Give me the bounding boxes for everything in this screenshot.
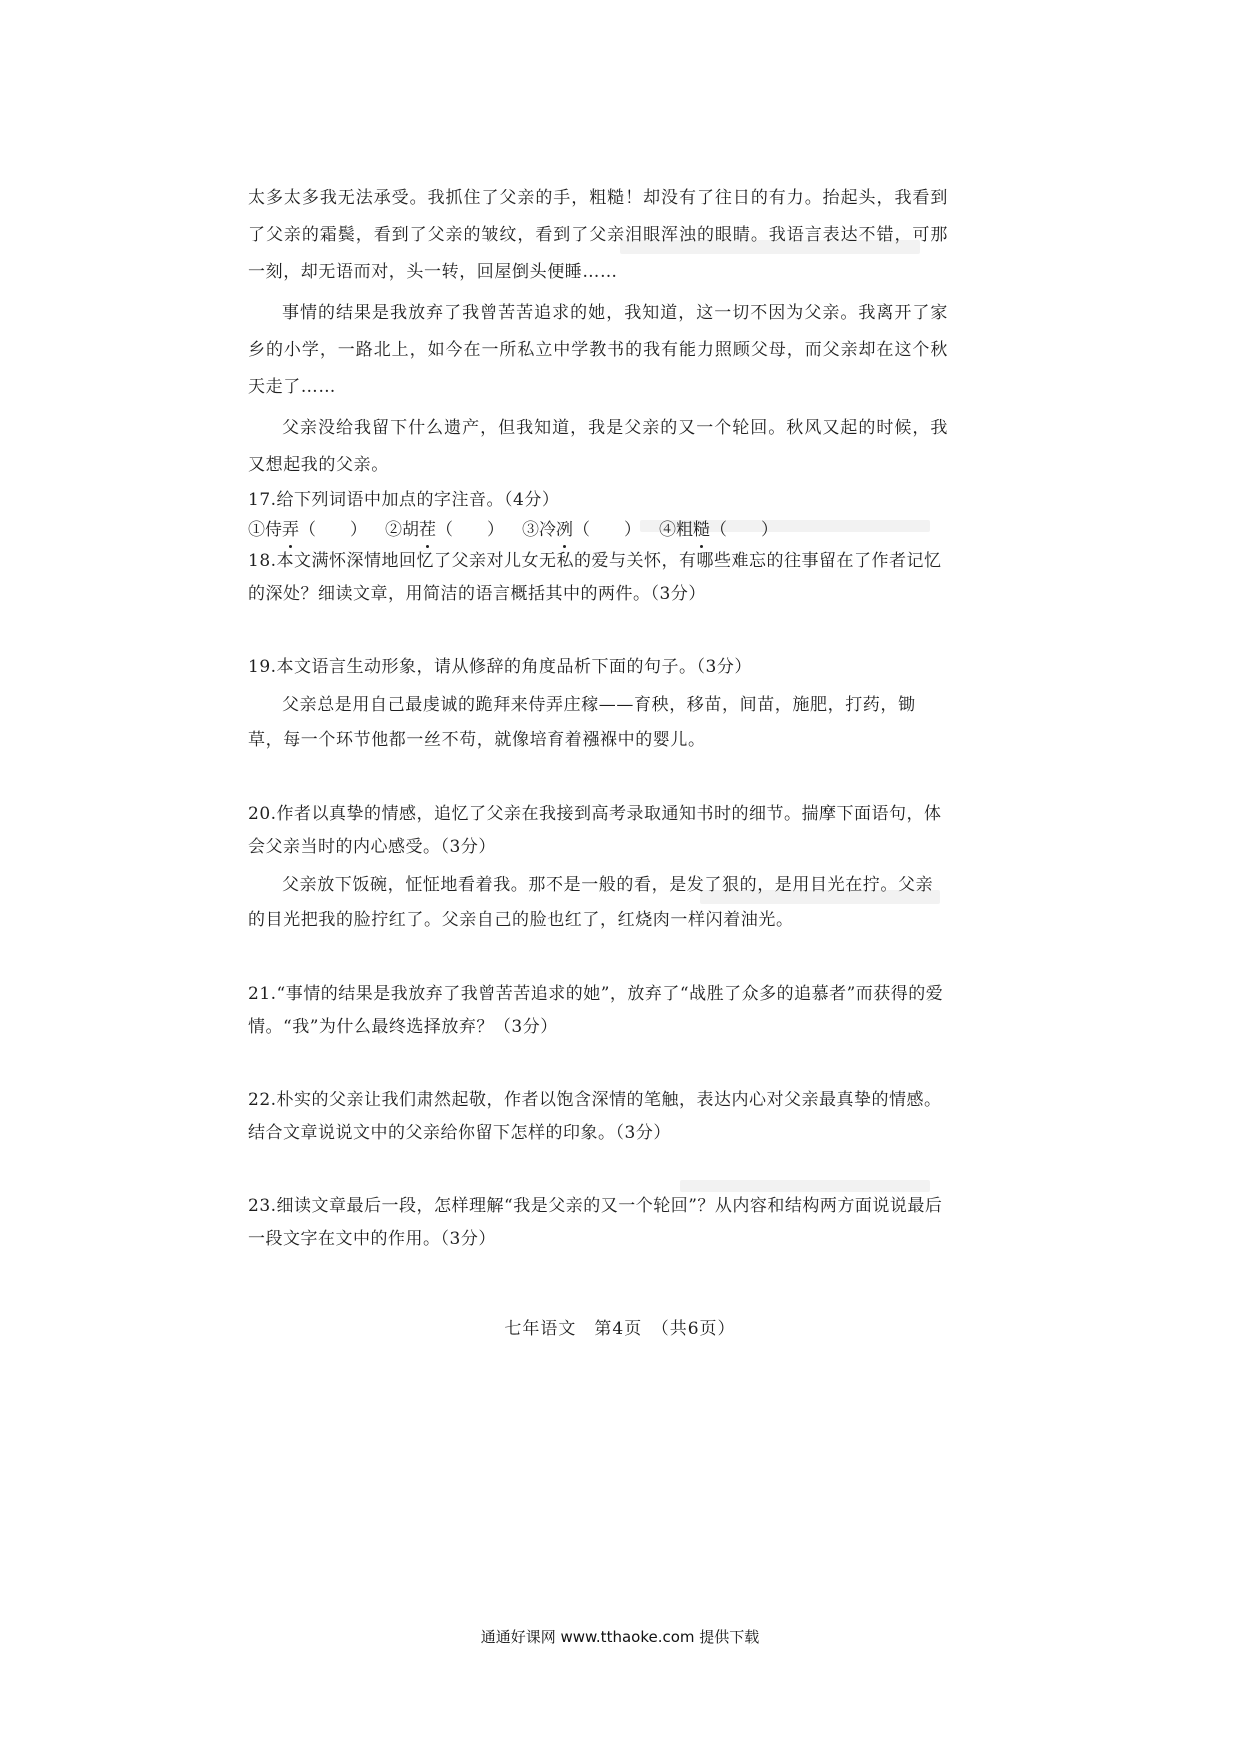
question-18-line-2: 的深处？细读文章，用简洁的语言概括其中的两件。（3分）	[248, 584, 706, 604]
item-number: ①	[248, 520, 265, 540]
passage-paragraph-2: 事情的结果是我放弃了我曾苦苦追求的她，我知道，这一切不因为父亲。我离开了家乡的小学，一路北上，如今在一所私立中学教书的我有能力照顾父母，而父亲却在这个秋天走了……	[248, 303, 948, 397]
question-20-line-2: 会父亲当时的内心感受。（3分）	[248, 837, 496, 857]
page-footer: 七年语文 第4页 （共6页）	[504, 1319, 736, 1339]
answer-space-21[interactable]	[248, 1044, 948, 1084]
question-20-line-1: 20.作者以真挚的情感，追忆了父亲在我接到高考录取通知书时的细节。揣摩下面语句，体	[248, 804, 942, 824]
pinyin-item-2	[385, 517, 504, 543]
exam-content	[248, 180, 948, 1256]
question-18-line-1: 18.本文满怀深情地回忆了父亲对儿女无私的爱与关怀，有哪些难忘的往事留在了作者记忆	[248, 551, 942, 571]
answer-space-22[interactable]	[248, 1150, 948, 1190]
pinyin-item-3	[522, 517, 641, 543]
dotted-char: 糙	[693, 517, 710, 543]
question-21-line-1: 21.“事情的结果是我放弃了我曾苦苦追求的她”，放弃了“战胜了众多的追慕者”而获得的爱	[248, 984, 944, 1004]
pinyin-item-1	[248, 517, 367, 543]
dotted-char: 冽	[556, 517, 573, 543]
item-char: 胡	[402, 520, 419, 540]
item-char: 侍	[265, 520, 282, 540]
item-number: ②	[385, 520, 402, 540]
question-17: 17.给下列词语中加点的字注音。（4分）	[248, 490, 560, 510]
item-number: ④	[659, 520, 676, 540]
question-23-line-1: 23.细读文章最后一段，怎样理解“我是父亲的又一个轮回”？从内容和结构两方面说说最后	[248, 1196, 943, 1216]
answer-blank[interactable]: （ ）	[710, 520, 778, 540]
question-17-items	[248, 517, 948, 543]
answer-blank[interactable]: （ ）	[436, 520, 504, 540]
question-23-line-2: 一段文字在文中的作用。（3分）	[248, 1229, 496, 1249]
dotted-char: 茬	[419, 517, 436, 543]
passage-paragraph-1: 太多太多我无法承受。我抓住了父亲的手，粗糙！却没有了往日的有力。抬起头，我看到了父亲的霜鬓，看到了父亲的皱纹，看到了父亲泪眼浑浊的眼睛。我语言表达不错，可那一刻，却无语而对，头一转，回屋倒头便睡……	[248, 188, 948, 282]
question-20-quote: 父亲放下饭碗，怔怔地看着我。那不是一般的看，是发了狠的，是用目光在拧。父亲的目光把我的脸拧红了。父亲自己的脸也红了，红烧肉一样闪着油光。	[248, 875, 934, 930]
pinyin-item-4	[659, 517, 778, 543]
question-22-line-2: 结合文章说说文中的父亲给你留下怎样的印象。（3分）	[248, 1123, 671, 1143]
answer-space-18[interactable]	[248, 611, 948, 651]
question-19: 19.本文语言生动形象，请从修辞的角度品析下面的句子。（3分）	[248, 657, 752, 677]
item-char: 冷	[539, 520, 556, 540]
answer-blank[interactable]: （ ）	[299, 520, 367, 540]
source-line: 通通好课网 www.tthaoke.com 提供下载	[480, 1628, 760, 1646]
answer-space-20[interactable]	[248, 938, 948, 978]
question-21-line-2: 情。“我”为什么最终选择放弃？（3分）	[248, 1017, 558, 1037]
item-number: ③	[522, 520, 539, 540]
answer-blank[interactable]: （ ）	[573, 520, 641, 540]
item-char: 粗	[676, 520, 693, 540]
passage-paragraph-3: 父亲没给我留下什么遗产，但我知道，我是父亲的又一个轮回。秋风又起的时候，我又想起我的父亲。	[248, 418, 948, 475]
question-19-quote: 父亲总是用自己最虔诚的跪拜来侍弄庄稼——育秧，移苗，间苗，施肥，打药，锄草，每一个环节他都一丝不苟，就像培育着襁褓中的婴儿。	[248, 695, 916, 750]
dotted-char: 弄	[282, 517, 299, 543]
question-22-line-1: 22.朴实的父亲让我们肃然起敬，作者以饱含深情的笔触，表达内心对父亲最真挚的情感。	[248, 1090, 942, 1110]
answer-space-19[interactable]	[248, 758, 948, 798]
